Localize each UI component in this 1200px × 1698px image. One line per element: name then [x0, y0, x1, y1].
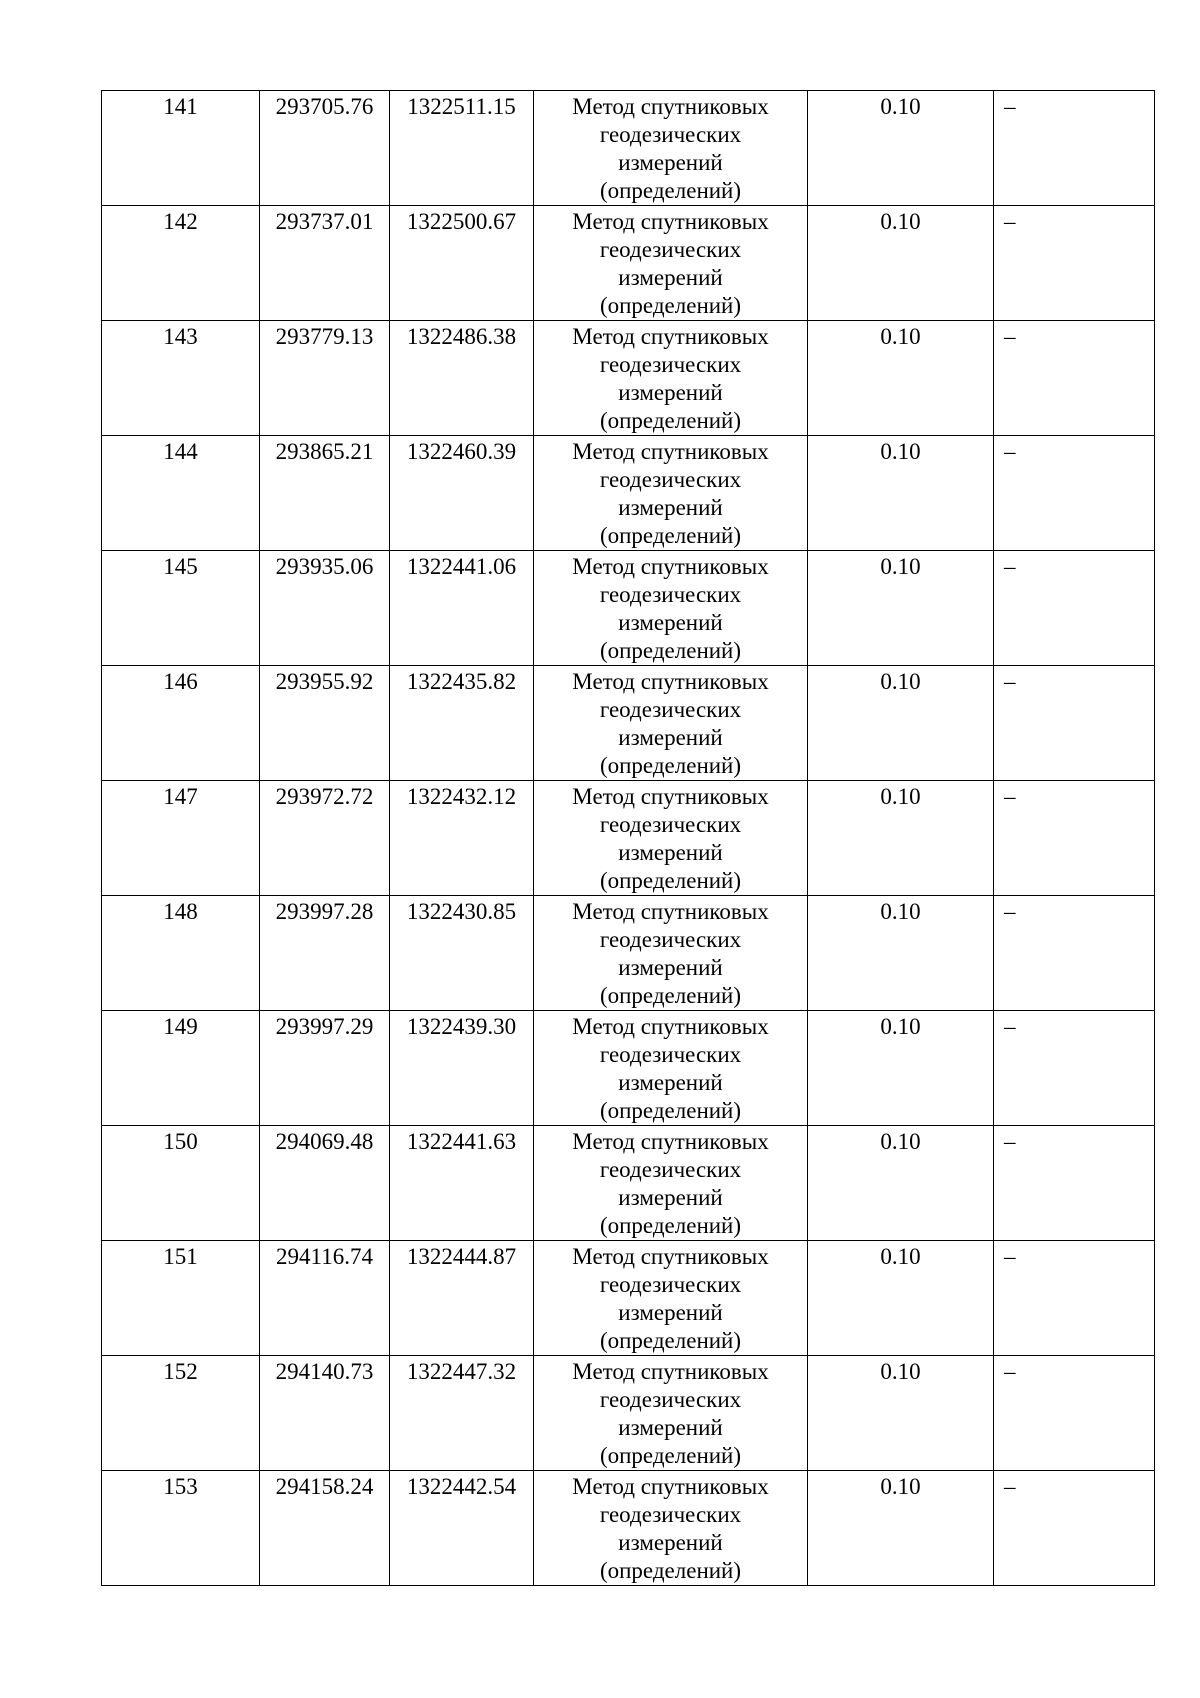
accuracy-cell: [808, 1241, 994, 1356]
coord-x-cell: [260, 781, 390, 896]
method-text: Метод спутниковых геодезических измерений (определений): [572, 554, 769, 663]
accuracy-cell: [808, 1011, 994, 1126]
point-number: 145: [163, 554, 198, 579]
point-number-cell: [102, 781, 260, 896]
coord-y-cell: [390, 91, 534, 206]
point-number: 153: [163, 1474, 198, 1499]
table-row: [102, 1126, 1155, 1241]
coord-y-cell: [390, 781, 534, 896]
point-number-cell: [102, 896, 260, 1011]
table-row: [102, 321, 1155, 436]
method-cell: [534, 321, 808, 436]
table-row: [102, 436, 1155, 551]
coord-x-cell: [260, 206, 390, 321]
coord-y-cell: [390, 321, 534, 436]
point-number-cell: [102, 91, 260, 206]
note-cell: [994, 1126, 1155, 1241]
note-text: –: [1004, 899, 1016, 924]
note-cell: [994, 1356, 1155, 1471]
method-text: Метод спутниковых геодезических измерений (определений): [572, 439, 769, 548]
coord-y-cell: [390, 896, 534, 1011]
table-row: [102, 1241, 1155, 1356]
coord-y: 1322486.38: [406, 324, 517, 349]
coord-x-cell: [260, 1241, 390, 1356]
note-cell: [994, 781, 1155, 896]
table-row: [102, 781, 1155, 896]
coord-y-cell: [390, 206, 534, 321]
accuracy-value: 0.10: [880, 1474, 921, 1499]
point-number-cell: [102, 1126, 260, 1241]
method-cell: [534, 1011, 808, 1126]
coord-x: 293935.06: [275, 554, 374, 579]
method-cell: [534, 436, 808, 551]
coord-y-cell: [390, 1011, 534, 1126]
table-row: [102, 551, 1155, 666]
note-cell: [994, 1011, 1155, 1126]
note-text: –: [1004, 554, 1016, 579]
coord-y: 1322430.85: [406, 899, 517, 924]
accuracy-cell: [808, 781, 994, 896]
accuracy-cell: [808, 666, 994, 781]
point-number-cell: [102, 1356, 260, 1471]
point-number: 149: [163, 1014, 198, 1039]
point-number-cell: [102, 1241, 260, 1356]
coord-x-cell: [260, 1126, 390, 1241]
accuracy-value: 0.10: [880, 1359, 921, 1384]
note-text: –: [1004, 1474, 1016, 1499]
table-row: [102, 1471, 1155, 1586]
accuracy-cell: [808, 321, 994, 436]
point-number-cell: [102, 436, 260, 551]
coordinates-table: [101, 90, 1155, 1586]
coordinates-table-body: [102, 91, 1155, 1586]
note-text: –: [1004, 1129, 1016, 1154]
note-cell: [994, 321, 1155, 436]
method-cell: [534, 1471, 808, 1586]
accuracy-cell: [808, 1126, 994, 1241]
note-cell: [994, 436, 1155, 551]
coord-y: 1322435.82: [406, 669, 517, 694]
method-cell: [534, 1356, 808, 1471]
accuracy-cell: [808, 1356, 994, 1471]
note-text: –: [1004, 1244, 1016, 1269]
coord-x: 293997.28: [275, 899, 374, 924]
method-text: Метод спутниковых геодезических измерений (определений): [572, 324, 769, 433]
point-number-cell: [102, 1011, 260, 1126]
point-number: 150: [163, 1129, 198, 1154]
method-text: Метод спутниковых геодезических измерений (определений): [572, 1474, 769, 1583]
coord-y-cell: [390, 1126, 534, 1241]
accuracy-value: 0.10: [880, 554, 921, 579]
table-row: [102, 206, 1155, 321]
note-cell: [994, 91, 1155, 206]
coord-y: 1322441.06: [406, 554, 517, 579]
accuracy-cell: [808, 1471, 994, 1586]
method-text: Метод спутниковых геодезических измерений (определений): [572, 899, 769, 1008]
accuracy-cell: [808, 206, 994, 321]
point-number: 146: [163, 669, 198, 694]
method-cell: [534, 551, 808, 666]
coord-y: 1322460.39: [406, 439, 517, 464]
accuracy-value: 0.10: [880, 439, 921, 464]
coord-x-cell: [260, 321, 390, 436]
note-text: –: [1004, 784, 1016, 809]
accuracy-cell: [808, 896, 994, 1011]
coord-y-cell: [390, 1241, 534, 1356]
note-text: –: [1004, 1014, 1016, 1039]
method-text: Метод спутниковых геодезических измерений (определений): [572, 94, 769, 203]
point-number-cell: [102, 1471, 260, 1586]
accuracy-value: 0.10: [880, 1014, 921, 1039]
method-text: Метод спутниковых геодезических измерений (определений): [572, 669, 769, 778]
point-number: 152: [163, 1359, 198, 1384]
table-row: [102, 1356, 1155, 1471]
coord-x-cell: [260, 1356, 390, 1471]
point-number-cell: [102, 321, 260, 436]
accuracy-value: 0.10: [880, 784, 921, 809]
point-number-cell: [102, 666, 260, 781]
method-text: Метод спутниковых геодезических измерений (определений): [572, 1014, 769, 1123]
coord-x: 293705.76: [275, 94, 374, 119]
coord-x-cell: [260, 1011, 390, 1126]
accuracy-value: 0.10: [880, 1129, 921, 1154]
coord-x: 293955.92: [275, 669, 374, 694]
coord-y-cell: [390, 1356, 534, 1471]
table-row: [102, 91, 1155, 206]
coord-x: 293779.13: [275, 324, 374, 349]
note-text: –: [1004, 209, 1016, 234]
note-text: –: [1004, 669, 1016, 694]
coord-y-cell: [390, 551, 534, 666]
coord-x: 294069.48: [275, 1129, 374, 1154]
coord-x-cell: [260, 551, 390, 666]
point-number: 141: [163, 94, 198, 119]
point-number: 148: [163, 899, 198, 924]
note-cell: [994, 1241, 1155, 1356]
note-text: –: [1004, 1359, 1016, 1384]
coord-x: 293737.01: [275, 209, 374, 234]
accuracy-value: 0.10: [880, 1244, 921, 1269]
method-text: Метод спутниковых геодезических измерений (определений): [572, 209, 769, 318]
method-text: Метод спутниковых геодезических измерений (определений): [572, 1129, 769, 1238]
coord-y: 1322432.12: [406, 784, 517, 809]
method-text: Метод спутниковых геодезических измерений (определений): [572, 784, 769, 893]
accuracy-cell: [808, 551, 994, 666]
coord-y: 1322441.63: [406, 1129, 517, 1154]
point-number: 143: [163, 324, 198, 349]
point-number: 142: [163, 209, 198, 234]
coord-x: 293997.29: [275, 1014, 374, 1039]
accuracy-cell: [808, 91, 994, 206]
note-cell: [994, 896, 1155, 1011]
table-row: [102, 896, 1155, 1011]
coord-x-cell: [260, 1471, 390, 1586]
method-cell: [534, 666, 808, 781]
coord-y: 1322442.54: [406, 1474, 517, 1499]
method-cell: [534, 206, 808, 321]
method-cell: [534, 91, 808, 206]
coord-x: 293972.72: [275, 784, 374, 809]
coord-x-cell: [260, 91, 390, 206]
coord-y: 1322444.87: [406, 1244, 517, 1269]
accuracy-cell: [808, 436, 994, 551]
point-number: 144: [163, 439, 198, 464]
accuracy-value: 0.10: [880, 94, 921, 119]
accuracy-value: 0.10: [880, 324, 921, 349]
method-cell: [534, 781, 808, 896]
method-cell: [534, 1126, 808, 1241]
accuracy-value: 0.10: [880, 209, 921, 234]
point-number-cell: [102, 551, 260, 666]
point-number: 147: [163, 784, 198, 809]
coord-y: 1322500.67: [406, 209, 517, 234]
coord-y-cell: [390, 436, 534, 551]
note-cell: [994, 206, 1155, 321]
coord-x-cell: [260, 896, 390, 1011]
coord-y: 1322439.30: [406, 1014, 517, 1039]
coord-x: 293865.21: [275, 439, 374, 464]
point-number-cell: [102, 206, 260, 321]
note-cell: [994, 666, 1155, 781]
note-text: –: [1004, 324, 1016, 349]
accuracy-value: 0.10: [880, 669, 921, 694]
method-cell: [534, 1241, 808, 1356]
coord-x: 294140.73: [275, 1359, 374, 1384]
coord-x: 294116.74: [276, 1244, 373, 1269]
note-text: –: [1004, 439, 1016, 464]
table-row: [102, 666, 1155, 781]
coord-x-cell: [260, 436, 390, 551]
coord-y: 1322511.15: [407, 94, 516, 119]
coord-x: 294158.24: [275, 1474, 374, 1499]
point-number: 151: [163, 1244, 198, 1269]
accuracy-value: 0.10: [880, 899, 921, 924]
coord-y-cell: [390, 1471, 534, 1586]
coord-y-cell: [390, 666, 534, 781]
note-cell: [994, 551, 1155, 666]
method-text: Метод спутниковых геодезических измерений (определений): [572, 1359, 769, 1468]
method-cell: [534, 896, 808, 1011]
method-text: Метод спутниковых геодезических измерений (определений): [572, 1244, 769, 1353]
table-row: [102, 1011, 1155, 1126]
note-cell: [994, 1471, 1155, 1586]
coord-x-cell: [260, 666, 390, 781]
note-text: –: [1004, 94, 1016, 119]
coord-y: 1322447.32: [406, 1359, 517, 1384]
